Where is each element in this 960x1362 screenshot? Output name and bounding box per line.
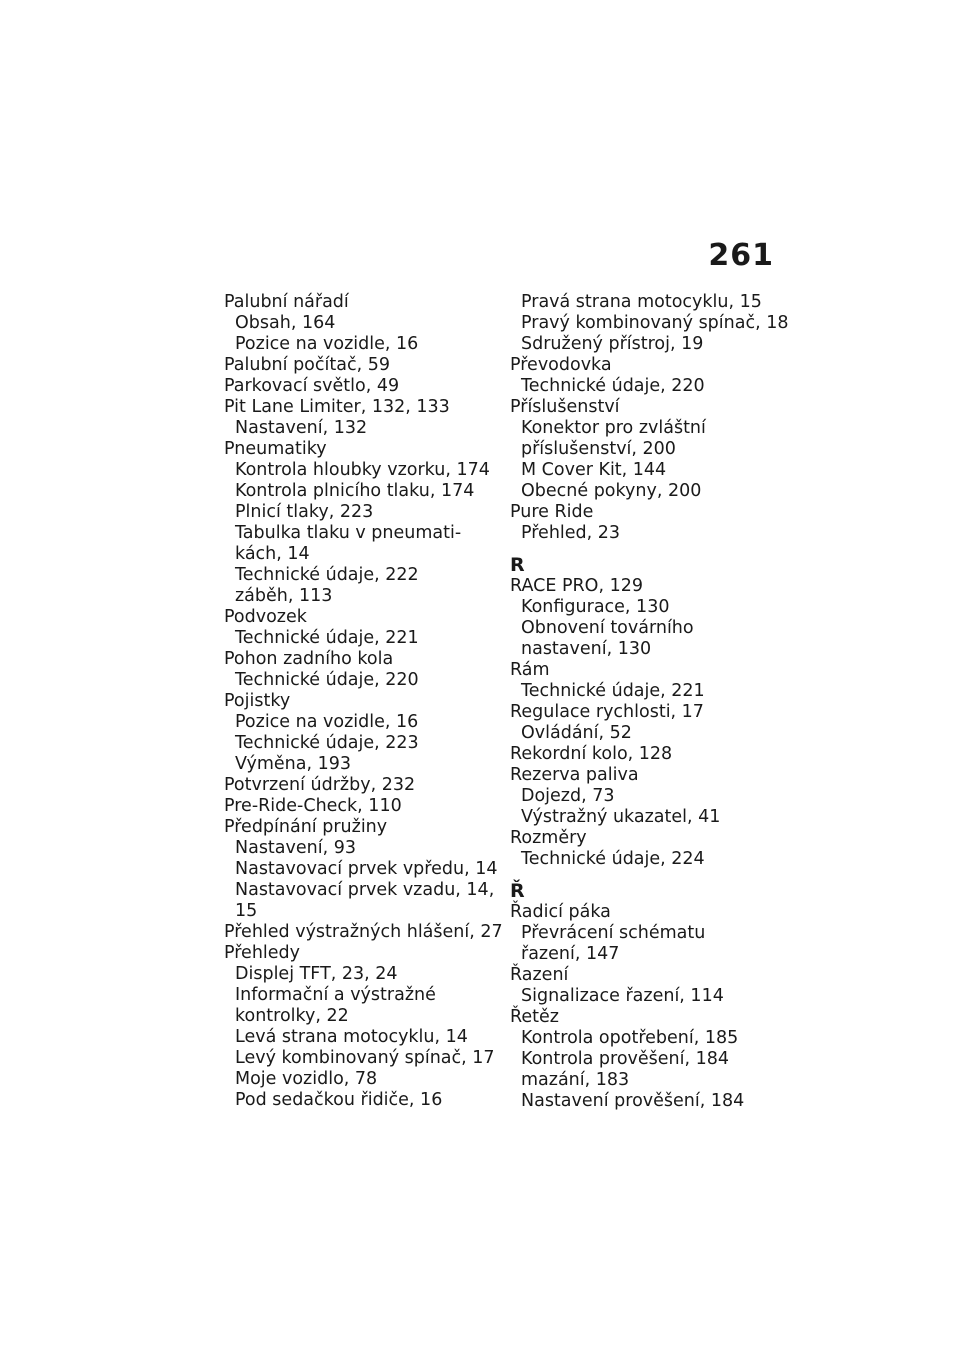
index-subentry: Plnicí tlaky, 223 xyxy=(235,502,374,522)
page-number: 261 xyxy=(708,238,774,273)
index-subentry: Obnovení továrního xyxy=(521,618,694,638)
index-entry: Rekordní kolo, 128 xyxy=(510,744,673,764)
index-subentry: Pod sedačkou řidiče, 16 xyxy=(235,1090,443,1110)
index-entry: Podvozek xyxy=(224,607,307,627)
index-subentry: Pravá strana motocyklu, 15 xyxy=(521,292,762,312)
index-entry: RACE PRO, 129 xyxy=(510,576,643,596)
index-section-letter: Ř xyxy=(510,880,525,902)
index-column-right xyxy=(510,292,795,1112)
index-entry: Parkovací světlo, 49 xyxy=(224,376,400,396)
index-entry: Příslušenství xyxy=(510,397,620,417)
index-subentry: Přehled, 23 xyxy=(521,523,621,543)
index-entry: Rezerva paliva xyxy=(510,765,639,785)
index-entry: Rám xyxy=(510,660,550,680)
index-subentry: Technické údaje, 221 xyxy=(521,681,705,701)
index-subentry: příslušenství, 200 xyxy=(521,439,676,459)
index-entry: Pneumatiky xyxy=(224,439,327,459)
index-subentry: Výměna, 193 xyxy=(235,754,352,774)
index-entry: Palubní počítač, 59 xyxy=(224,355,390,375)
index-subentry: Dojezd, 73 xyxy=(521,786,615,806)
index-subentry: Konektor pro zvláštní xyxy=(521,418,706,438)
index-subentry: záběh, 113 xyxy=(235,586,333,606)
index-entry: Přehledy xyxy=(224,943,301,963)
index-entry: Pure Ride xyxy=(510,502,594,522)
index-subentry: Levá strana motocyklu, 14 xyxy=(235,1027,468,1047)
index-subentry: Levý kombinovaný spínač, 17 xyxy=(235,1048,495,1068)
index-subentry: Sdružený přístroj, 19 xyxy=(521,334,704,354)
index-subentry: Informační a výstražné xyxy=(235,985,436,1005)
index-entry: Pohon zadního kola xyxy=(224,649,394,669)
index-entry: Potvrzení údržby, 232 xyxy=(224,775,416,795)
index-subentry: mazání, 183 xyxy=(521,1070,630,1090)
index-entry: Regulace rychlosti, 17 xyxy=(510,702,704,722)
index-subentry: Tabulka tlaku v pneumati- xyxy=(235,523,462,543)
index-entry: Pit Lane Limiter, 132, 133 xyxy=(224,397,450,417)
index-subentry: kách, 14 xyxy=(235,544,310,564)
index-subentry: 15 xyxy=(235,901,258,921)
index-entry: Přehled výstražných hlášení, 27 xyxy=(224,922,503,942)
index-subentry: Obecné pokyny, 200 xyxy=(521,481,702,501)
index-subentry: M Cover Kit, 144 xyxy=(521,460,667,480)
index-subentry: Kontrola opotřebení, 185 xyxy=(521,1028,739,1048)
index-subentry: Obsah, 164 xyxy=(235,313,336,333)
index-entry: Řetěz xyxy=(510,1007,559,1027)
index-subentry: nastavení, 130 xyxy=(521,639,652,659)
index-subentry: Moje vozidlo, 78 xyxy=(235,1069,378,1089)
index-subentry: Technické údaje, 223 xyxy=(235,733,419,753)
index-entry: Palubní nářadí xyxy=(224,292,349,312)
index-entry: Převodovka xyxy=(510,355,612,375)
index-subentry: Technické údaje, 220 xyxy=(521,376,705,396)
index-entry: Řazení xyxy=(510,965,569,985)
index-subentry: Technické údaje, 220 xyxy=(235,670,419,690)
index-subentry: Technické údaje, 221 xyxy=(235,628,419,648)
index-entry: Předpínání pružiny xyxy=(224,817,388,837)
index-subentry: Nastavení, 93 xyxy=(235,838,356,858)
index-section-letter: R xyxy=(510,554,525,576)
index-subentry: Signalizace řazení, 114 xyxy=(521,986,724,1006)
index-column-left xyxy=(224,292,503,1111)
index-entry: Řadicí páka xyxy=(510,902,611,922)
index-subentry: Kontrola hloubky vzorku, 174 xyxy=(235,460,490,480)
index-subentry: Ovládání, 52 xyxy=(521,723,632,743)
index-entry: Pojistky xyxy=(224,691,291,711)
index-subentry: Pozice na vozidle, 16 xyxy=(235,712,419,732)
index-subentry: Převrácení schématu xyxy=(521,923,706,943)
index-subentry: Displej TFT, 23, 24 xyxy=(235,964,398,984)
index-subentry: Nastavovací prvek vpředu, 14 xyxy=(235,859,498,879)
index-subentry: Pozice na vozidle, 16 xyxy=(235,334,419,354)
index-subentry: Nastavení, 132 xyxy=(235,418,368,438)
index-entry: Rozměry xyxy=(510,828,587,848)
index-subentry: řazení, 147 xyxy=(521,944,620,964)
index-subentry: Kontrola prověšení, 184 xyxy=(521,1049,730,1069)
index-subentry: Konfigurace, 130 xyxy=(521,597,670,617)
index-subentry: Výstražný ukazatel, 41 xyxy=(521,807,721,827)
index-subentry: Nastavovací prvek vzadu, 14, xyxy=(235,880,495,900)
index-subentry: Technické údaje, 222 xyxy=(235,565,419,585)
index-subentry: kontrolky, 22 xyxy=(235,1006,349,1026)
index-subentry: Pravý kombinovaný spínač, 18 xyxy=(521,313,789,333)
index-subentry: Kontrola plnicího tlaku, 174 xyxy=(235,481,475,501)
index-entry: Pre-Ride-Check, 110 xyxy=(224,796,402,816)
index-subentry: Nastavení prověšení, 184 xyxy=(521,1091,745,1111)
index-subentry: Technické údaje, 224 xyxy=(521,849,705,869)
